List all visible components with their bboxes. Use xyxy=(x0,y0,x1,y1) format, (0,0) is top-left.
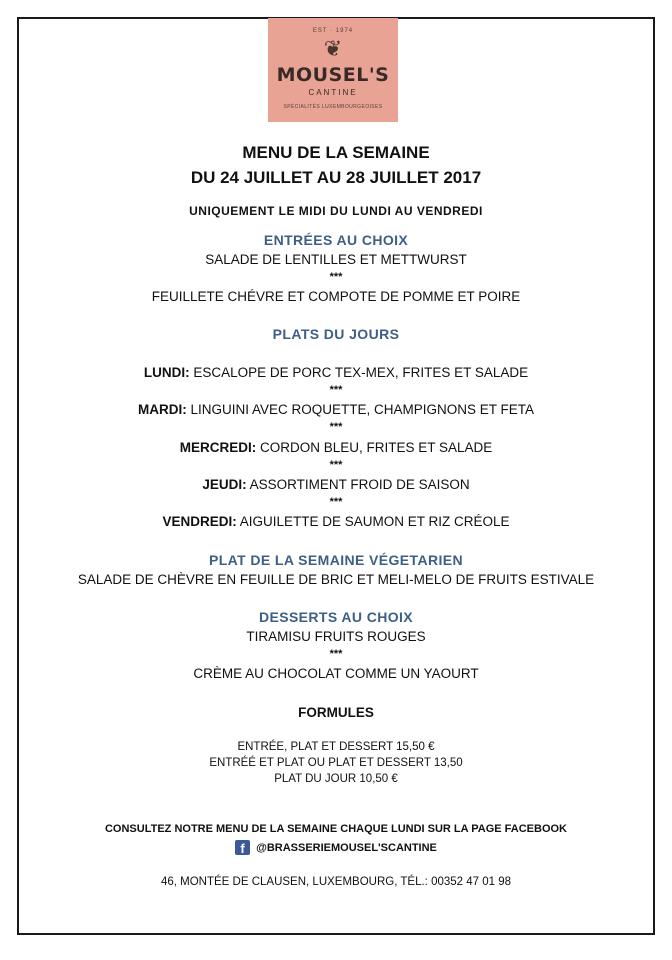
plat-vendredi xyxy=(0,514,672,529)
facebook-note: CONSULTEZ NOTRE MENU DE LA SEMAINE CHAQUE LUNDI SUR LA PAGE FACEBOOK xyxy=(104,823,567,835)
day-label: LUNDI: xyxy=(143,365,190,380)
separator: *** xyxy=(329,648,343,660)
day-label: MARDI: xyxy=(137,402,187,417)
day-label: VENDREDI: xyxy=(162,514,237,529)
entree-item: FEUILLETE CHÉVRE ET COMPOTE DE POMME ET POIRE xyxy=(151,289,521,304)
entree-item: SALADE DE LENTILLES ET METTWURST xyxy=(205,252,467,267)
entrees-heading: ENTRÉES AU CHOIX xyxy=(263,232,409,248)
plat-jeudi xyxy=(0,477,672,492)
formules-heading: FORMULES xyxy=(298,705,374,720)
separator: *** xyxy=(329,421,343,433)
separator: *** xyxy=(329,384,343,396)
day-label: JEUDI: xyxy=(202,477,247,492)
formule-item: ENTRÉE, PLAT ET DESSERT 15,50 € xyxy=(237,741,435,753)
desserts-heading: DESSERTS AU CHOIX xyxy=(258,609,414,625)
dessert-item: TIRAMISU FRUITS ROUGES xyxy=(246,629,426,644)
logo-brand: MOUSEL'S xyxy=(276,64,390,86)
facebook-icon[interactable]: f xyxy=(235,840,250,855)
dish: ASSORTIMENT FROID DE SAISON xyxy=(246,477,470,492)
plat-lundi xyxy=(0,365,672,380)
mousels-logo xyxy=(268,18,398,122)
day-label: MERCREDI: xyxy=(179,440,257,455)
plat-mercredi xyxy=(0,440,672,455)
facebook-link[interactable] xyxy=(0,840,672,855)
vegetarien-item: SALADE DE CHÈVRE EN FEUILLE DE BRIC ET MELI-MELO DE FRUITS ESTIVALE xyxy=(77,572,595,587)
dessert-item: CRÈME AU CHOCOLAT COMME UN YAOURT xyxy=(193,666,479,681)
separator: *** xyxy=(329,459,343,471)
dish: LINGUINI AVEC ROQUETTE, CHAMPIGNONS ET FETA xyxy=(186,402,535,417)
dish: CORDON BLEU, FRITES ET SALADE xyxy=(256,440,493,455)
dish: ESCALOPE DE PORC TEX-MEX, FRITES ET SALADE xyxy=(189,365,529,380)
logo-tagline: SPÉCIALITÉS LUXEMBOURGEOISES xyxy=(283,104,383,110)
lunch-only-note: UNIQUEMENT LE MIDI DU LUNDI AU VENDREDI xyxy=(189,204,483,218)
separator: *** xyxy=(329,496,343,508)
plats-heading: PLATS DU JOURS xyxy=(272,326,400,342)
logo-subtitle: CANTINE xyxy=(308,88,358,97)
formule-item: ENTRÉÉ ET PLAT OU PLAT ET DESSERT 13,50 xyxy=(209,757,463,769)
menu-title: MENU DE LA SEMAINE xyxy=(242,143,430,162)
logo-est: EST · 1974 xyxy=(312,28,354,34)
menu-dates: DU 24 JUILLET AU 28 JUILLET 2017 xyxy=(190,168,482,187)
wheat-emblem-icon: ❦ xyxy=(323,36,343,61)
facebook-handle[interactable]: @BRASSERIEMOUSEL'SCANTINE xyxy=(256,842,437,854)
vegetarien-heading: PLAT DE LA SEMAINE VÉGETARIEN xyxy=(208,552,464,568)
address: 46, MONTÉE DE CLAUSEN, LUXEMBOURG, TÉL.: 00352 47 01 98 xyxy=(160,876,512,888)
dish: AIGUILETTE DE SAUMON ET RIZ CRÉOLE xyxy=(236,514,510,529)
formule-item: PLAT DU JOUR 10,50 € xyxy=(274,773,398,785)
separator: *** xyxy=(329,271,343,283)
plat-mardi xyxy=(0,402,672,417)
